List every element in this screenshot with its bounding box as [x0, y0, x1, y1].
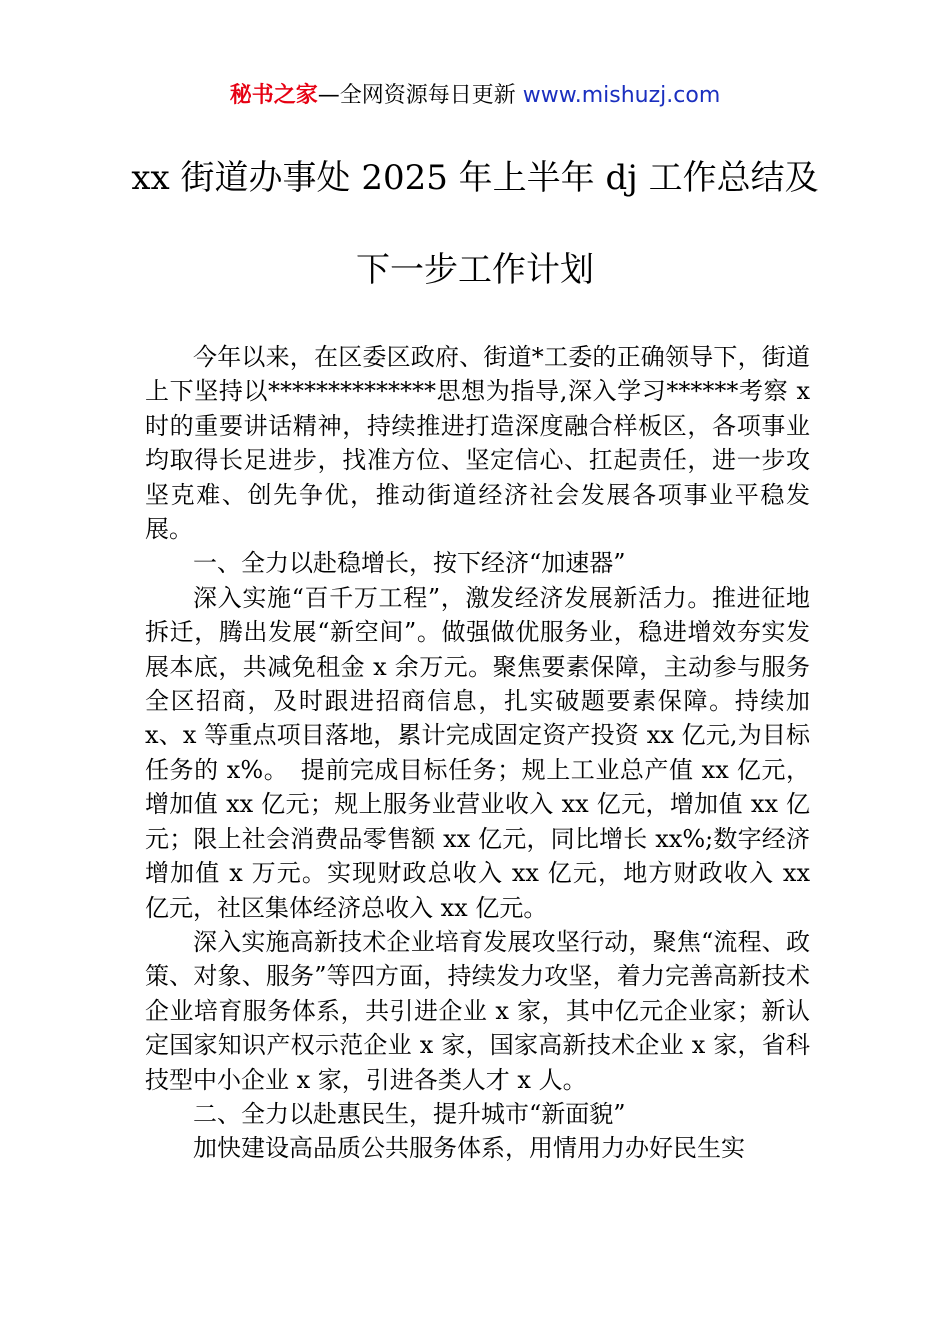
document-body	[145, 340, 810, 1166]
header-slogan: —全网资源每日更新	[317, 83, 523, 108]
section-heading-2: 二、全力以赴惠民生，提升城市“新面貌”	[193, 1099, 626, 1128]
paragraph-livelihood: 加快建设高品质公共服务体系，用情用力办好民生实	[193, 1134, 745, 1163]
paragraph-economy: 深入实施“百千万工程”，激发经济发展新活力。推进征地拆迁，腾出发展“新空间”。做强做优服务业，稳进增效夯实发展本底，共减免租金 x 余万元。聚焦要素保障，主动参与服务全区招商，及时跟进招商信息，扎实破题要素保障。持续加 x、x 等重点项目落地，累计完成固定资产投资 xx 亿元,为目标任务的 x%。 提前完成目标任务；规上工业总产值 xx 亿元，增加值 xx 亿元；规上服务业营业收入 xx 亿元，增加值 xx 亿元；限上社会消费品零售额 xx 亿元，同比增长 xx%;数字经济增加值 x 万元。实现财政总收入 xx 亿元，地方财政收入 xx 亿元，社区集体经济总收入 xx 亿元。	[145, 583, 810, 922]
site-header	[0, 80, 950, 112]
section-heading-1: 一、全力以赴稳增长，按下经济“加速器”	[193, 549, 626, 578]
document-title-line-1: xx 街道办事处 2025 年上半年 dj 工作总结及	[131, 158, 819, 198]
paragraph-hightech: 深入实施高新技术企业培育发展攻坚行动，聚焦“流程、政策、对象、服务”等四方面，持续发力攻坚，着力完善高新技术企业培育服务体系，共引进企业 x 家，其中亿元企业家；新认定国家知识产权示范企业 x 家，国家高新技术企业 x 家，省科技型中小企业 x 家，引进各类人才 x 人。	[145, 927, 810, 1094]
brand-name: 秘书之家	[229, 83, 318, 108]
paragraph-intro: 今年以来，在区委区政府、街道*工委的正确领导下，街道上下坚持以**************思想为指导,深入学习******考察 x 时的重要讲话精神，持续推进打造深度融合样板区，各项事业均取得长足进步，找准方位、坚定信心、扛起责任，进一步攻坚克难、创先争优，推动街道经济社会发展各项事业平稳发展。	[145, 343, 810, 544]
document-title-line-2: 下一步工作计划	[356, 250, 594, 290]
site-url-link[interactable]: www.mishuzj.com	[522, 83, 721, 108]
